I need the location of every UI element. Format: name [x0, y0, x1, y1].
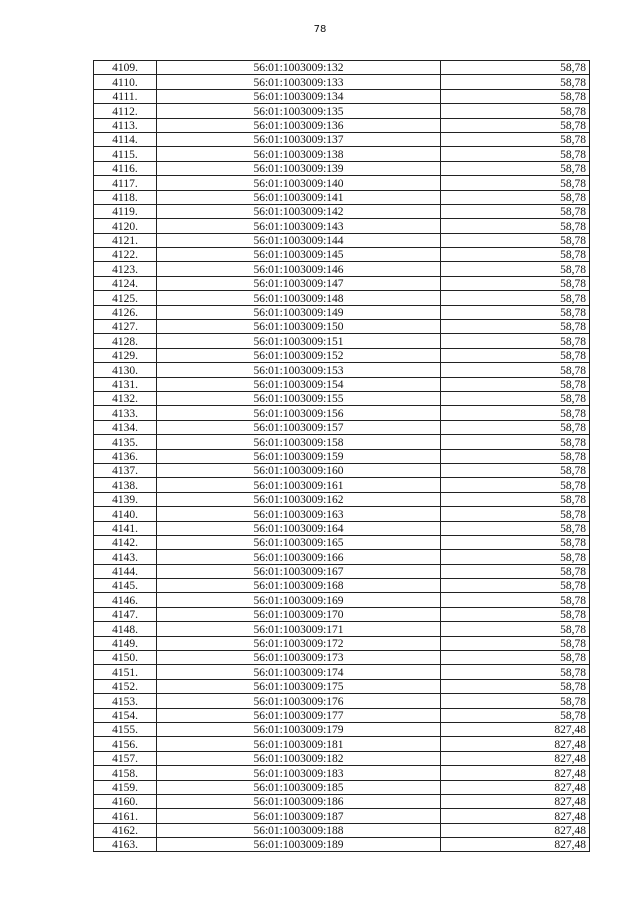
cadastral-number-cell: 56:01:1003009:154: [157, 377, 441, 391]
value-cell: 58,78: [441, 564, 590, 578]
value-cell: 58,78: [441, 118, 590, 132]
row-number-cell: 4117.: [94, 176, 157, 190]
row-number-cell: 4115.: [94, 147, 157, 161]
value-cell: 58,78: [441, 694, 590, 708]
cadastral-number-cell: 56:01:1003009:176: [157, 694, 441, 708]
table-row: [94, 737, 590, 751]
cadastral-number-cell: 56:01:1003009:153: [157, 363, 441, 377]
table-row: [94, 305, 590, 319]
value-cell: 58,78: [441, 507, 590, 521]
value-cell: 58,78: [441, 75, 590, 89]
cadastral-number-cell: 56:01:1003009:135: [157, 104, 441, 118]
table-row: [94, 104, 590, 118]
cadastral-number-cell: 56:01:1003009:149: [157, 305, 441, 319]
table-row: [94, 651, 590, 665]
row-number-cell: 4162.: [94, 823, 157, 837]
value-cell: 58,78: [441, 89, 590, 103]
value-cell: 827,48: [441, 794, 590, 808]
cadastral-number-cell: 56:01:1003009:145: [157, 248, 441, 262]
value-cell: 58,78: [441, 377, 590, 391]
row-number-cell: 4125.: [94, 291, 157, 305]
table-row: [94, 722, 590, 736]
row-number-cell: 4143.: [94, 550, 157, 564]
cadastral-number-cell: 56:01:1003009:186: [157, 794, 441, 808]
table-row: [94, 694, 590, 708]
table-row: [94, 190, 590, 204]
value-cell: 58,78: [441, 348, 590, 362]
table-row: [94, 75, 590, 89]
table-row: [94, 579, 590, 593]
row-number-cell: 4151.: [94, 665, 157, 679]
cadastral-number-cell: 56:01:1003009:169: [157, 593, 441, 607]
value-cell: 58,78: [441, 607, 590, 621]
table-row: [94, 665, 590, 679]
table-row: [94, 823, 590, 837]
row-number-cell: 4132.: [94, 391, 157, 405]
row-number-cell: 4119.: [94, 204, 157, 218]
row-number-cell: 4124.: [94, 276, 157, 290]
row-number-cell: 4130.: [94, 363, 157, 377]
cadastral-number-cell: 56:01:1003009:132: [157, 61, 441, 75]
value-cell: 58,78: [441, 636, 590, 650]
value-cell: 58,78: [441, 420, 590, 434]
table-row: [94, 406, 590, 420]
table-row: [94, 535, 590, 549]
table-row: [94, 161, 590, 175]
table-row: [94, 622, 590, 636]
cadastral-number-cell: 56:01:1003009:140: [157, 176, 441, 190]
value-cell: 58,78: [441, 708, 590, 722]
cadastral-number-cell: 56:01:1003009:185: [157, 780, 441, 794]
table-row: [94, 449, 590, 463]
row-number-cell: 4126.: [94, 305, 157, 319]
table-row: [94, 507, 590, 521]
cadastral-number-cell: 56:01:1003009:160: [157, 463, 441, 477]
cadastral-number-cell: 56:01:1003009:147: [157, 276, 441, 290]
table-row: [94, 61, 590, 75]
cadastral-number-cell: 56:01:1003009:157: [157, 420, 441, 434]
table-row: [94, 248, 590, 262]
row-number-cell: 4140.: [94, 507, 157, 521]
value-cell: 58,78: [441, 320, 590, 334]
table-row: [94, 636, 590, 650]
cadastral-number-cell: 56:01:1003009:137: [157, 132, 441, 146]
table-row: [94, 377, 590, 391]
row-number-cell: 4152.: [94, 679, 157, 693]
cadastral-number-cell: 56:01:1003009:183: [157, 766, 441, 780]
row-number-cell: 4136.: [94, 449, 157, 463]
table-row: [94, 147, 590, 161]
value-cell: 58,78: [441, 204, 590, 218]
row-number-cell: 4120.: [94, 219, 157, 233]
row-number-cell: 4160.: [94, 794, 157, 808]
cadastral-number-cell: 56:01:1003009:152: [157, 348, 441, 362]
row-number-cell: 4159.: [94, 780, 157, 794]
cadastral-number-cell: 56:01:1003009:173: [157, 651, 441, 665]
table-row: [94, 478, 590, 492]
cadastral-number-cell: 56:01:1003009:138: [157, 147, 441, 161]
cadastral-number-cell: 56:01:1003009:162: [157, 492, 441, 506]
cadastral-number-cell: 56:01:1003009:141: [157, 190, 441, 204]
table-row: [94, 89, 590, 103]
row-number-cell: 4138.: [94, 478, 157, 492]
value-cell: 58,78: [441, 406, 590, 420]
value-cell: 58,78: [441, 248, 590, 262]
row-number-cell: 4161.: [94, 809, 157, 823]
table-row: [94, 204, 590, 218]
value-cell: 827,48: [441, 809, 590, 823]
table-row: [94, 593, 590, 607]
table-row: [94, 492, 590, 506]
cadastral-number-cell: 56:01:1003009:174: [157, 665, 441, 679]
table-row: [94, 607, 590, 621]
cadastral-number-cell: 56:01:1003009:165: [157, 535, 441, 549]
value-cell: 58,78: [441, 435, 590, 449]
cadastral-number-cell: 56:01:1003009:150: [157, 320, 441, 334]
row-number-cell: 4122.: [94, 248, 157, 262]
row-number-cell: 4145.: [94, 579, 157, 593]
table-row: [94, 219, 590, 233]
row-number-cell: 4109.: [94, 61, 157, 75]
cadastral-number-cell: 56:01:1003009:189: [157, 838, 441, 852]
cadastral-number-cell: 56:01:1003009:151: [157, 334, 441, 348]
value-cell: 827,48: [441, 751, 590, 765]
cadastral-number-cell: 56:01:1003009:142: [157, 204, 441, 218]
table-body: [94, 61, 590, 852]
table-row: [94, 233, 590, 247]
cadastral-number-cell: 56:01:1003009:181: [157, 737, 441, 751]
table-row: [94, 751, 590, 765]
table-row: [94, 334, 590, 348]
row-number-cell: 4141.: [94, 521, 157, 535]
row-number-cell: 4116.: [94, 161, 157, 175]
value-cell: 58,78: [441, 132, 590, 146]
row-number-cell: 4111.: [94, 89, 157, 103]
value-cell: 58,78: [441, 593, 590, 607]
cadastral-number-cell: 56:01:1003009:143: [157, 219, 441, 233]
value-cell: 58,78: [441, 665, 590, 679]
row-number-cell: 4147.: [94, 607, 157, 621]
table-row: [94, 348, 590, 362]
value-cell: 827,48: [441, 737, 590, 751]
table-row: [94, 420, 590, 434]
table-row: [94, 132, 590, 146]
cadastral-number-cell: 56:01:1003009:171: [157, 622, 441, 636]
row-number-cell: 4150.: [94, 651, 157, 665]
table-row: [94, 550, 590, 564]
value-cell: 827,48: [441, 838, 590, 852]
value-cell: 58,78: [441, 651, 590, 665]
value-cell: 827,48: [441, 766, 590, 780]
table-row: [94, 708, 590, 722]
table-row: [94, 276, 590, 290]
row-number-cell: 4163.: [94, 838, 157, 852]
value-cell: 827,48: [441, 780, 590, 794]
value-cell: 58,78: [441, 679, 590, 693]
table-row: [94, 435, 590, 449]
cadastral-number-cell: 56:01:1003009:164: [157, 521, 441, 535]
value-cell: 58,78: [441, 161, 590, 175]
value-cell: 58,78: [441, 449, 590, 463]
value-cell: 58,78: [441, 535, 590, 549]
table-row: [94, 291, 590, 305]
cadastral-number-cell: 56:01:1003009:158: [157, 435, 441, 449]
table-row: [94, 564, 590, 578]
cadastral-number-cell: 56:01:1003009:187: [157, 809, 441, 823]
row-number-cell: 4133.: [94, 406, 157, 420]
row-number-cell: 4155.: [94, 722, 157, 736]
value-cell: 58,78: [441, 219, 590, 233]
cadastral-number-cell: 56:01:1003009:172: [157, 636, 441, 650]
row-number-cell: 4154.: [94, 708, 157, 722]
row-number-cell: 4146.: [94, 593, 157, 607]
cadastral-number-cell: 56:01:1003009:156: [157, 406, 441, 420]
table-row: [94, 463, 590, 477]
cadastral-number-cell: 56:01:1003009:159: [157, 449, 441, 463]
value-cell: 58,78: [441, 391, 590, 405]
value-cell: 58,78: [441, 334, 590, 348]
value-cell: 58,78: [441, 305, 590, 319]
value-cell: 58,78: [441, 61, 590, 75]
row-number-cell: 4121.: [94, 233, 157, 247]
value-cell: 58,78: [441, 521, 590, 535]
cadastral-number-cell: 56:01:1003009:155: [157, 391, 441, 405]
table-row: [94, 320, 590, 334]
cadastral-table: [93, 60, 590, 852]
value-cell: 58,78: [441, 276, 590, 290]
table-row: [94, 766, 590, 780]
row-number-cell: 4137.: [94, 463, 157, 477]
cadastral-number-cell: 56:01:1003009:175: [157, 679, 441, 693]
cadastral-number-cell: 56:01:1003009:136: [157, 118, 441, 132]
row-number-cell: 4156.: [94, 737, 157, 751]
row-number-cell: 4157.: [94, 751, 157, 765]
table-row: [94, 809, 590, 823]
value-cell: 58,78: [441, 147, 590, 161]
cadastral-number-cell: 56:01:1003009:148: [157, 291, 441, 305]
row-number-cell: 4128.: [94, 334, 157, 348]
table-row: [94, 118, 590, 132]
row-number-cell: 4112.: [94, 104, 157, 118]
cadastral-number-cell: 56:01:1003009:179: [157, 722, 441, 736]
value-cell: 58,78: [441, 176, 590, 190]
row-number-cell: 4114.: [94, 132, 157, 146]
cadastral-number-cell: 56:01:1003009:133: [157, 75, 441, 89]
value-cell: 827,48: [441, 722, 590, 736]
row-number-cell: 4148.: [94, 622, 157, 636]
value-cell: 58,78: [441, 463, 590, 477]
value-cell: 58,78: [441, 104, 590, 118]
table-row: [94, 521, 590, 535]
cadastral-number-cell: 56:01:1003009:177: [157, 708, 441, 722]
value-cell: 58,78: [441, 233, 590, 247]
row-number-cell: 4134.: [94, 420, 157, 434]
row-number-cell: 4144.: [94, 564, 157, 578]
cadastral-number-cell: 56:01:1003009:168: [157, 579, 441, 593]
row-number-cell: 4118.: [94, 190, 157, 204]
value-cell: 58,78: [441, 262, 590, 276]
table-row: [94, 391, 590, 405]
value-cell: 827,48: [441, 823, 590, 837]
cadastral-number-cell: 56:01:1003009:146: [157, 262, 441, 276]
cadastral-number-cell: 56:01:1003009:166: [157, 550, 441, 564]
cadastral-number-cell: 56:01:1003009:144: [157, 233, 441, 247]
table-row: [94, 794, 590, 808]
cadastral-number-cell: 56:01:1003009:134: [157, 89, 441, 103]
table-row: [94, 780, 590, 794]
row-number-cell: 4142.: [94, 535, 157, 549]
table-row: [94, 679, 590, 693]
row-number-cell: 4153.: [94, 694, 157, 708]
row-number-cell: 4131.: [94, 377, 157, 391]
table-row: [94, 363, 590, 377]
row-number-cell: 4123.: [94, 262, 157, 276]
row-number-cell: 4158.: [94, 766, 157, 780]
row-number-cell: 4127.: [94, 320, 157, 334]
value-cell: 58,78: [441, 478, 590, 492]
cadastral-number-cell: 56:01:1003009:188: [157, 823, 441, 837]
value-cell: 58,78: [441, 291, 590, 305]
row-number-cell: 4149.: [94, 636, 157, 650]
value-cell: 58,78: [441, 579, 590, 593]
row-number-cell: 4110.: [94, 75, 157, 89]
table-row: [94, 838, 590, 852]
row-number-cell: 4135.: [94, 435, 157, 449]
value-cell: 58,78: [441, 550, 590, 564]
value-cell: 58,78: [441, 622, 590, 636]
cadastral-number-cell: 56:01:1003009:161: [157, 478, 441, 492]
cadastral-number-cell: 56:01:1003009:139: [157, 161, 441, 175]
page-number: 78: [313, 24, 327, 35]
row-number-cell: 4139.: [94, 492, 157, 506]
cadastral-number-cell: 56:01:1003009:167: [157, 564, 441, 578]
value-cell: 58,78: [441, 363, 590, 377]
value-cell: 58,78: [441, 492, 590, 506]
value-cell: 58,78: [441, 190, 590, 204]
table-row: [94, 176, 590, 190]
row-number-cell: 4113.: [94, 118, 157, 132]
cadastral-number-cell: 56:01:1003009:182: [157, 751, 441, 765]
table-row: [94, 262, 590, 276]
row-number-cell: 4129.: [94, 348, 157, 362]
cadastral-number-cell: 56:01:1003009:170: [157, 607, 441, 621]
cadastral-number-cell: 56:01:1003009:163: [157, 507, 441, 521]
